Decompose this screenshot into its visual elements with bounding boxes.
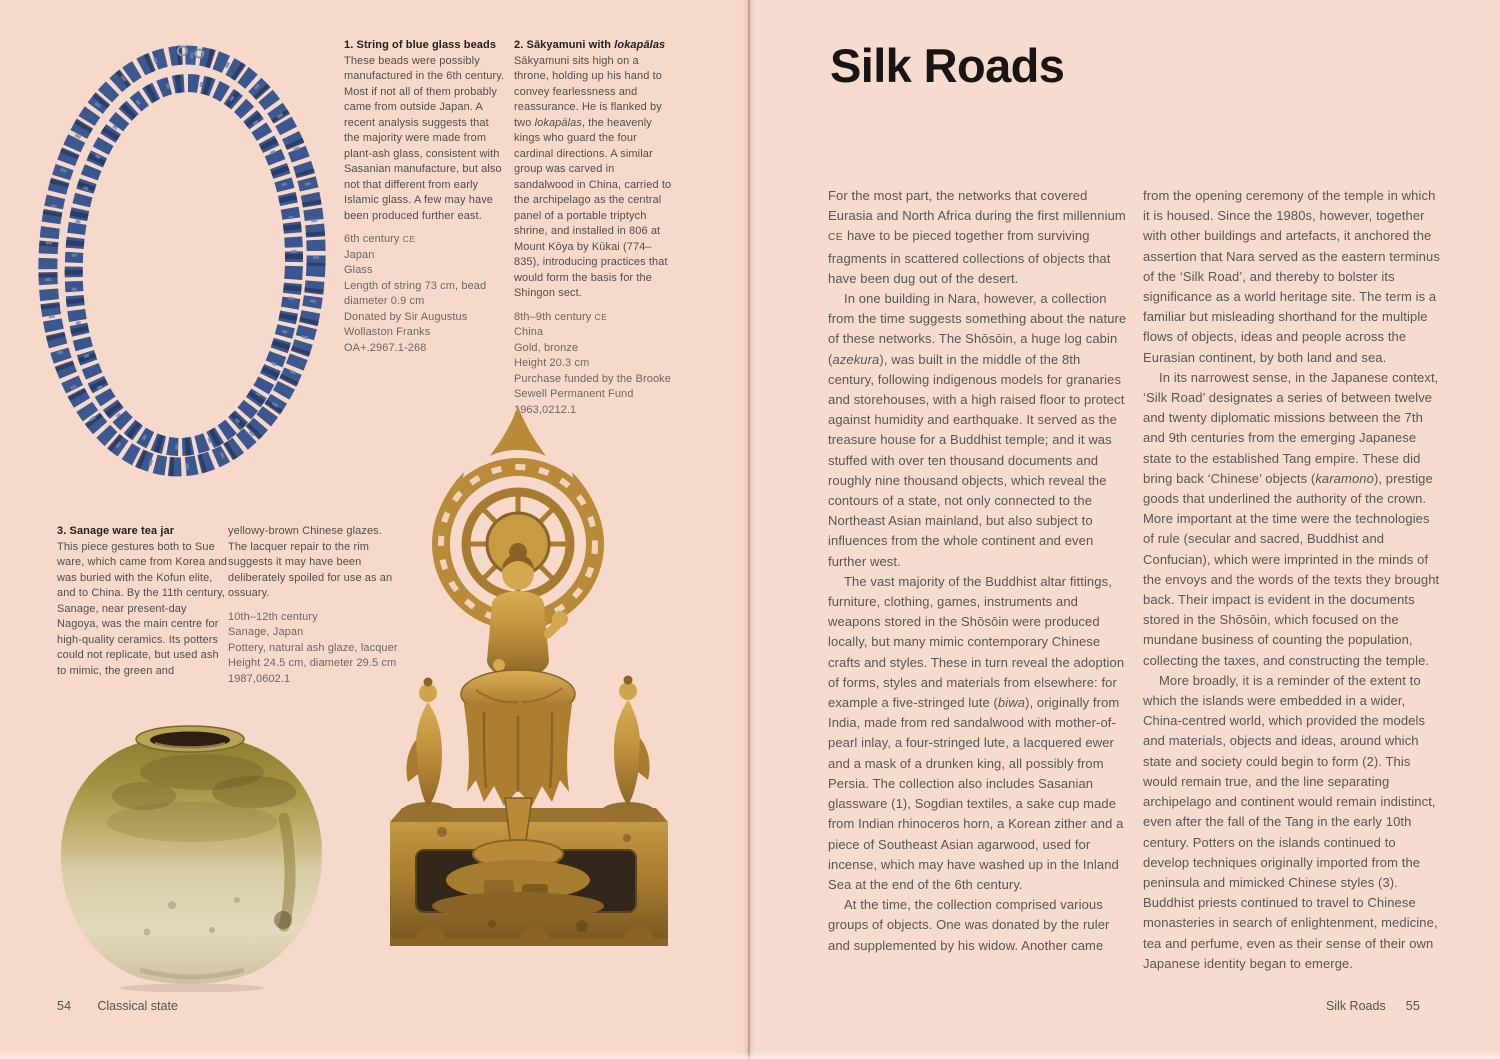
paragraph: At the time, the collection comprised various groups of objects. One was donated by the ruler and supplemented by his widow. Another came: [828, 897, 1110, 953]
sakyamuni-statue-image: [372, 402, 702, 977]
section-label: Silk Roads: [1325, 999, 1386, 1013]
page-number: 55: [1405, 999, 1420, 1013]
caption-body: yellowy-brown Chinese glazes. The lacquer repair to the rim suggests it may have been deliberately spoiled for use as an ossuary.: [228, 525, 393, 599]
detail-line: Donated by Sir Augustus Wollaston Franks: [344, 310, 468, 338]
detail-line: Height 20.3 cm: [514, 357, 590, 369]
detail-line: 8th–9th century CE: [514, 310, 608, 323]
paragraph: For the most part, the networks that covered Eurasia and North Africa during the first millennium CE have to be pieced together from surviving fragments in scattered collections of objects that have been dug out of the desert.: [828, 188, 1126, 286]
detail-line: OA+.2967.1-268: [344, 341, 427, 354]
blue-glass-bead-necklace-image: [36, 26, 328, 478]
detail-line: Japan: [344, 248, 375, 261]
jar-shadow: [120, 984, 264, 993]
caption-body: Sākyamuni sits high on a throne, holding up his hand to convey fearlessness and reassurance. He is flanked by two lokapālas, the heavenly kings who guard the four cardinal directions. A similar group was carved in sandalwood in China, carried to the archipelago as the central panel of a portable triptych shrine, and installed in 806 at Mount Kōya by Kūkai (774–835), introducing practices that would form the basis for the Shingon sect.: [514, 54, 672, 299]
jar-rim: [136, 726, 244, 752]
caption-body: This piece gestures both to Sue ware, which came from Korea and was buried with the Kofun elite, and to China. By the 11th century, Sanage, near present-day Nagoya, was the main centre for high-quality ceramics. Its potters could not replicate, but used ash to mimic, the green and: [57, 540, 228, 677]
detail-line: Pottery, natural ash glaze, lacquer: [228, 641, 398, 654]
right-folio: [1326, 998, 1420, 1014]
jar-body: [61, 735, 322, 984]
left-lokapala-figure: [401, 678, 455, 823]
paragraph: In one building in Nara, however, a collection from the time suggests something about the nature of these networks. The Shōsōin, a huge log cabin (azekura), was built in the middle of the 8th century, following indigenous models for granaries and storehouses, with a high raised floor to protect against humidity and earthquake. It served as the treasure house for a Buddhist temple; and it was stuffed with over ten thousand documents and roughly nine thousand objects, which reveal the contours of a state, not only connected to the Northeast Asian mainland, but also subject to influences from the whole continent and even further west.: [828, 291, 1127, 569]
right-lokapala-figure: [601, 676, 655, 823]
page-bottom-edge: [0, 1051, 1500, 1059]
detail-line: Length of string 73 cm, bead diameter 0.9 cm: [344, 279, 487, 307]
body-text-column-1: [828, 186, 1128, 956]
detail-line: China: [514, 326, 544, 338]
necklace-strands: [41, 42, 324, 472]
caption-blue-glass-beads: [344, 38, 506, 356]
detail-line: 6th century CE: [344, 233, 416, 245]
paragraph: More broadly, it is a reminder of the extent to which the islands were embedded in a wider, China-centred world, which provided the models and materials, objects and ideas, around which state and society could begin to form (2). This would remain true, and the line separating archipelago and continent would remain indistinct, even after the fall of the Tang in the early 10th century. Potters on the islands continued to develop techniques originally imported from the peninsula and mimicked Chinese styles (3). Buddhist priests continued to travel to Chinese monasteries in search of enlightenment, medicine, tea and perfume, even as their sense of their own Japanese identity began to emerge.: [1143, 672, 1438, 971]
detail-line: 1987,0602.1: [228, 672, 291, 685]
caption-sakyamuni: [514, 38, 676, 418]
caption-title: 1. String of blue glass beads: [344, 39, 497, 51]
caption-title: 3. Sanage ware tea jar: [57, 525, 175, 537]
page-number: 54: [57, 999, 72, 1013]
detail-line: Height 24.5 cm, diameter 29.5 cm: [228, 657, 397, 669]
detail-line: 1963,0212.1: [514, 403, 577, 416]
section-label: Classical state: [97, 999, 178, 1013]
detail-line: Sanage, Japan: [228, 626, 304, 638]
paragraph: The vast majority of the Buddhist altar fittings, furniture, clothing, games, instruments and weapons stored in the Shōsōin were produced locally, but many mimic contemporary Chinese crafts and styles. These in turn reveal the adoption of forms, styles and materials from elsewhere: for example a five-stringed lute (biwa), originally from India, made from red sandalwood with mother-of-pearl inlay, a four-stringed lute, a lacquered ewer and a mask of a drunken king, all possibly from Persia. The collection also includes Sasanian glassware (1), Sogdian textiles, a sake cup made from Indian rhinoceros horn, a Korean zither and a piece of Southeast Asian agarwood, used for incense, which may have washed up in the Inland Sea at the end of the 6th century.: [828, 573, 1125, 892]
caption-body: These beads were possibly manufactured in the 6th century. Most if not all of them probably came from outside Japan. A recent analysis suggests that the majority were made from plant-ash glass, consistent with Sasanian manufacture, but also not that different from early Islamic glass. A few may have been produced further east.: [344, 54, 505, 222]
paragraph: from the opening ceremony of the temple in which it is housed. Since the 1980s, however, together with other buildings and artefacts, it anchored the assertion that Nara served as the eastern terminus of the ‘Silk Road’, and thereby to bolster its significance as a world heritage site. The term is a familiar but misleading shorthand for the multiple flows of objects, ideas and people across the Eurasian continent, by both land and sea.: [1143, 188, 1440, 365]
detail-line: Gold, bronze: [514, 341, 579, 354]
sanage-tea-jar-image: [52, 700, 332, 992]
detail-line: Purchase funded by the Brooke Sewell Permanent Fund: [514, 372, 672, 400]
left-folio: [57, 998, 178, 1014]
caption-details: [344, 232, 506, 356]
caption-title: 2. Sākyamuni with lokapālas: [514, 39, 666, 51]
detail-line: 10th–12th century: [228, 610, 318, 623]
detail-line: Glass: [344, 264, 373, 276]
chapter-title: Silk Roads: [830, 39, 1065, 92]
paragraph: In its narrowest sense, in the Japanese context, ‘Silk Road’ designates a series of between twelve and twenty diplomatic missions between the 7th and 9th centuries from the emerging Japanese state to the established Tang empire. These did bring back ‘Chinese’ objects (karamono), prestige goods that underlined the authority of the crown. More important at the time were the technologies of rule (secular and sacred, Buddhist and Confucian), which were imprinted in the minds of the envoys and the words of the texts they brought back. Their impact is evident in the documents stored in the Shōsōin, which focused on the mundane business of counting the population, collecting the taxes, and constructing the temple.: [1143, 369, 1440, 668]
caption-tea-jar-col-a: [57, 524, 227, 679]
body-text-column-2: [1143, 186, 1443, 974]
